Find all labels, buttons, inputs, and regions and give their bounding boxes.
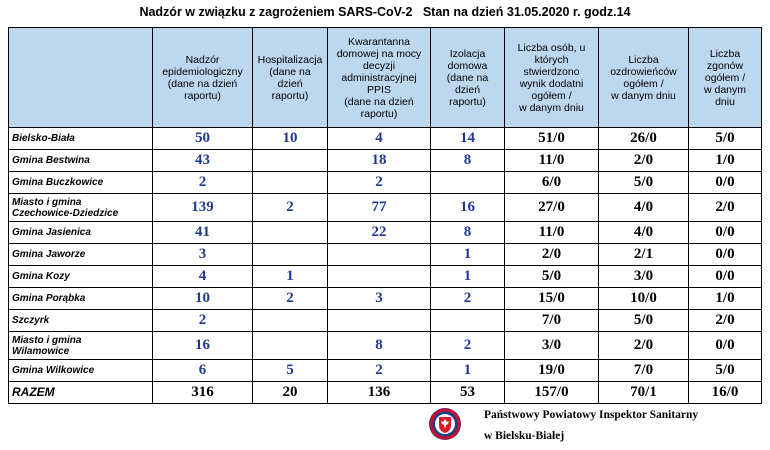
- header-recovered: Liczba ozdrowieńców ogółem / w danym dniu: [599, 28, 689, 128]
- cell-hospitalization: 2: [253, 288, 328, 310]
- row-name: Gmina Buczkowice: [9, 172, 153, 194]
- cell-hospitalization: 2: [253, 194, 328, 222]
- cell-surveillance: 50: [153, 128, 253, 150]
- cell-hospitalization: [253, 244, 328, 266]
- cell-positive: 11/0: [505, 222, 599, 244]
- cell-quarantine: [328, 244, 431, 266]
- cell-hospitalization: [253, 150, 328, 172]
- total-row: [9, 382, 762, 404]
- row-name: Bielsko-Biała: [9, 128, 153, 150]
- cell-surveillance: 6: [153, 360, 253, 382]
- row-name: Gmina Jasienica: [9, 222, 153, 244]
- cell-recovered: 2/0: [599, 332, 689, 360]
- table-row: [9, 194, 762, 222]
- cell-positive: 27/0: [505, 194, 599, 222]
- total-quarantine: 136: [328, 382, 431, 404]
- cell-quarantine: [328, 266, 431, 288]
- cell-quarantine: 3: [328, 288, 431, 310]
- row-name: Gmina Wilkowice: [9, 360, 153, 382]
- cell-deaths: 5/0: [689, 128, 762, 150]
- cell-quarantine: 2: [328, 172, 431, 194]
- cell-surveillance: 10: [153, 288, 253, 310]
- cell-deaths: 1/0: [689, 288, 762, 310]
- table-row: [9, 128, 762, 150]
- header-corner-cell: [9, 28, 153, 128]
- cell-isolation: [431, 172, 505, 194]
- cell-deaths: 2/0: [689, 194, 762, 222]
- cell-isolation: [431, 310, 505, 332]
- total-hospitalization: 20: [253, 382, 328, 404]
- total-deaths: 16/0: [689, 382, 762, 404]
- header-hospitalization: Hospitalizacja (dane na dzień raportu): [253, 28, 328, 128]
- cell-deaths: 1/0: [689, 150, 762, 172]
- cell-isolation: 2: [431, 332, 505, 360]
- cell-positive: 51/0: [505, 128, 599, 150]
- cell-recovered: 26/0: [599, 128, 689, 150]
- cell-isolation: 1: [431, 360, 505, 382]
- cell-surveillance: 3: [153, 244, 253, 266]
- sanepid-eagle-logo-icon: [428, 407, 462, 441]
- cell-isolation: 8: [431, 222, 505, 244]
- header-home-quarantine: Kwarantanna domowej na mocy decyzji administracyjnej PPIS (dane na dzień raportu): [328, 28, 431, 128]
- cell-recovered: 2/1: [599, 244, 689, 266]
- cell-recovered: 4/0: [599, 222, 689, 244]
- header-row: [9, 28, 762, 128]
- cell-surveillance: 16: [153, 332, 253, 360]
- cell-positive: 3/0: [505, 332, 599, 360]
- cell-quarantine: 4: [328, 128, 431, 150]
- cell-positive: 19/0: [505, 360, 599, 382]
- table-row: [9, 332, 762, 360]
- cell-positive: 6/0: [505, 172, 599, 194]
- header-deaths: Liczba zgonów ogółem / w danym dniu: [689, 28, 762, 128]
- cell-quarantine: [328, 310, 431, 332]
- cell-isolation: 1: [431, 266, 505, 288]
- total-surveillance: 316: [153, 382, 253, 404]
- cell-deaths: 5/0: [689, 360, 762, 382]
- cell-hospitalization: 1: [253, 266, 328, 288]
- table-row: [9, 310, 762, 332]
- table-row: [9, 288, 762, 310]
- cell-recovered: 7/0: [599, 360, 689, 382]
- cell-isolation: 14: [431, 128, 505, 150]
- total-recovered: 70/1: [599, 382, 689, 404]
- cell-hospitalization: [253, 332, 328, 360]
- header-positive-cases: Liczba osób, u których stwierdzono wynik dodatni ogółem / w danym dniu: [505, 28, 599, 128]
- cell-deaths: 0/0: [689, 222, 762, 244]
- total-positive: 157/0: [505, 382, 599, 404]
- cell-positive: 15/0: [505, 288, 599, 310]
- cell-quarantine: 8: [328, 332, 431, 360]
- cell-hospitalization: 5: [253, 360, 328, 382]
- cell-positive: 11/0: [505, 150, 599, 172]
- cell-recovered: 5/0: [599, 310, 689, 332]
- cell-positive: 7/0: [505, 310, 599, 332]
- table-row: [9, 244, 762, 266]
- header-home-isolation: Izolacja domowa (dane na dzień raportu): [431, 28, 505, 128]
- cell-positive: 5/0: [505, 266, 599, 288]
- cell-deaths: 0/0: [689, 266, 762, 288]
- table-row: [9, 360, 762, 382]
- row-name: Gmina Jaworze: [9, 244, 153, 266]
- cell-deaths: 0/0: [689, 332, 762, 360]
- row-name: Gmina Porąbka: [9, 288, 153, 310]
- row-name: Gmina Kozy: [9, 266, 153, 288]
- row-name: Miasto i gmina Czechowice-Dziedzice: [9, 194, 153, 222]
- cell-surveillance: 43: [153, 150, 253, 172]
- cell-quarantine: 77: [328, 194, 431, 222]
- footer-city-line: w Bielsku-Białej: [484, 430, 565, 442]
- cell-isolation: 2: [431, 288, 505, 310]
- cell-surveillance: 4: [153, 266, 253, 288]
- cell-isolation: 1: [431, 244, 505, 266]
- cell-quarantine: 22: [328, 222, 431, 244]
- cell-recovered: 4/0: [599, 194, 689, 222]
- footer-inspector-line: Państwowy Powiatowy Inspektor Sanitarny: [484, 409, 699, 421]
- cell-surveillance: 139: [153, 194, 253, 222]
- total-isolation: 53: [431, 382, 505, 404]
- table-row: [9, 222, 762, 244]
- row-name: Gmina Bestwina: [9, 150, 153, 172]
- cell-deaths: 0/0: [689, 244, 762, 266]
- cell-surveillance: 2: [153, 310, 253, 332]
- cell-surveillance: 2: [153, 172, 253, 194]
- page-title: Nadzór w związku z zagrożeniem SARS-CoV-2 Stan na dzień 31.05.2020 r. godz.14: [139, 5, 631, 19]
- cell-deaths: 0/0: [689, 172, 762, 194]
- header-epidemiological-surveillance: Nadzór epidemiologiczny (dane na dzień raportu): [153, 28, 253, 128]
- cell-recovered: 5/0: [599, 172, 689, 194]
- cell-hospitalization: [253, 172, 328, 194]
- cell-hospitalization: 10: [253, 128, 328, 150]
- cell-hospitalization: [253, 222, 328, 244]
- cell-quarantine: 2: [328, 360, 431, 382]
- cell-isolation: 8: [431, 150, 505, 172]
- cell-positive: 2/0: [505, 244, 599, 266]
- covid-surveillance-table: [8, 27, 762, 404]
- cell-deaths: 2/0: [689, 310, 762, 332]
- cell-isolation: 16: [431, 194, 505, 222]
- cell-recovered: 3/0: [599, 266, 689, 288]
- table-row: [9, 266, 762, 288]
- table-row: [9, 150, 762, 172]
- total-label: RAZEM: [9, 382, 153, 404]
- table-row: [9, 172, 762, 194]
- cell-recovered: 10/0: [599, 288, 689, 310]
- cell-quarantine: 18: [328, 150, 431, 172]
- cell-hospitalization: [253, 310, 328, 332]
- row-name: Szczyrk: [9, 310, 153, 332]
- cell-recovered: 2/0: [599, 150, 689, 172]
- row-name: Miasto i gmina Wilamowice: [9, 332, 153, 360]
- cell-surveillance: 41: [153, 222, 253, 244]
